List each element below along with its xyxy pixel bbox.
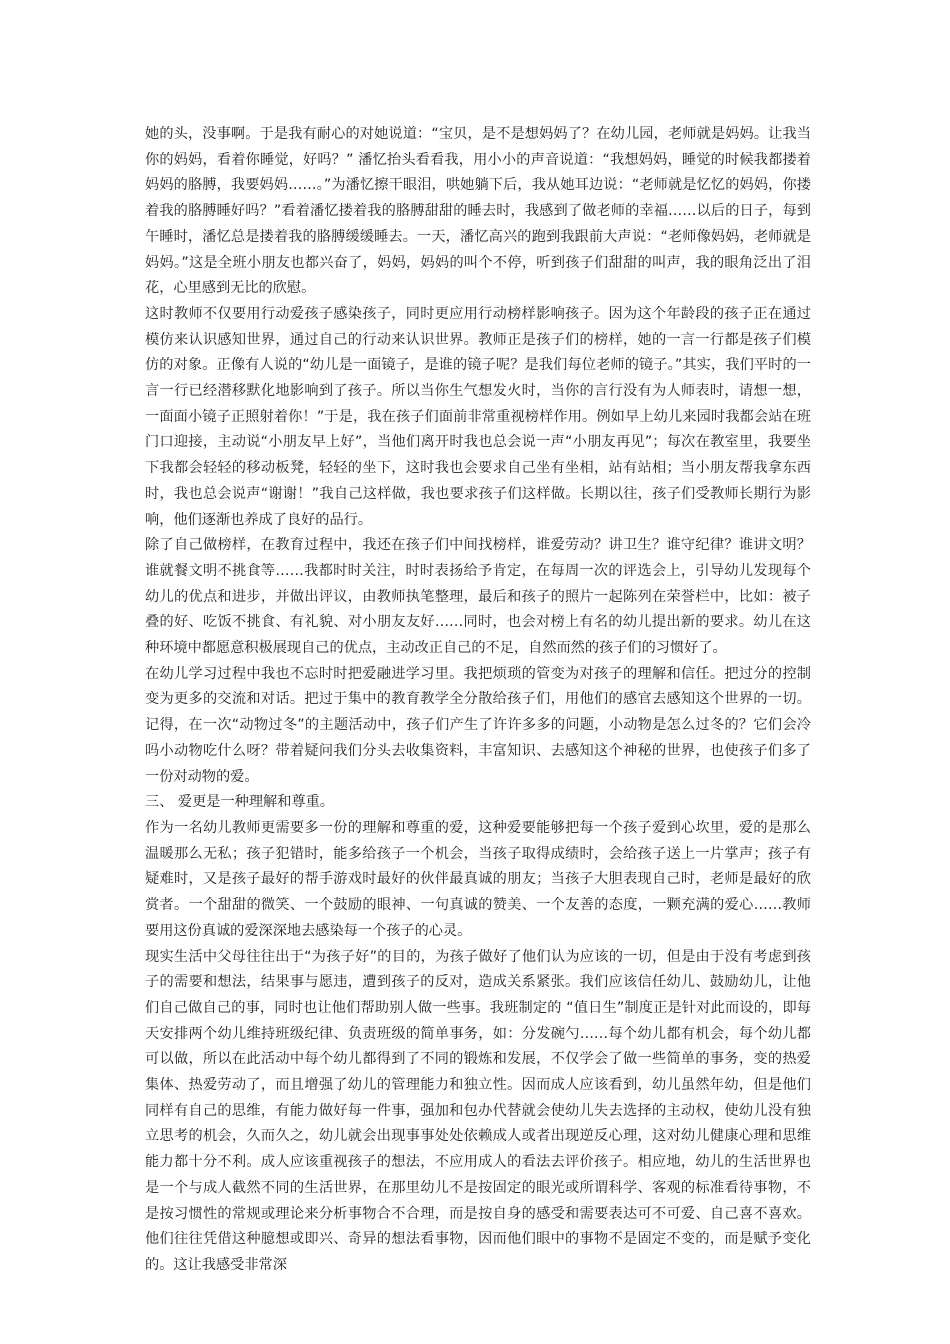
paragraph: 这时教师不仅要用行动爱孩子感染孩子，同时更应用行动榜样影响孩子。因为这个年龄段的孩子正在通过模仿来认识感知世界，通过自己的行动来认识世界。教师正是孩子们的榜样，她的一言一行都是孩子们模仿的对象。正像有人说的“幼儿是一面镜子，是谁的镜子呢？是我们每位老师的镜子。”其实，我们平时的一言一行已经潜移默化地影响到了孩子。所以当你生气想发火时，当你的言行没有为人师表时，请想一想，一面面小镜子正照射着你！”于是，我在孩子们面前非常重视榜样作用。例如早上幼儿来园时我都会站在班门口迎接，主动说“小朋友早上好”，当他们离开时我也总会说一声“小朋友再见”；每次在教室里，我要坐下我都会轻轻的移动板凳，轻轻的坐下，这时我也会要求自己坐有坐相，站有站相；当小朋友帮我拿东西时，我也总会说声“谢谢！”我自己这样做，我也要求孩子们这样做。长期以往，孩子们受教师长期行为影响，他们逐渐也养成了良好的品行。 xyxy=(145,305,811,528)
document-body xyxy=(145,122,811,1279)
section-heading: 三、 爱更是一种理解和尊重。 xyxy=(145,794,334,811)
paragraph: 除了自己做榜样，在教育过程中，我还在孩子们中间找榜样，谁爱劳动？讲卫生？谁守纪律？谁讲文明？谁就餐文明不挑食等……我都时时关注，时时表扬给予肯定，在每周一次的评选会上，引导幼儿发现每个幼儿的优点和进步，并做出评议，由教师执笔整理，最后和孩子的照片一起陈列在荣誉栏中，比如：被子叠的好、吃饭不挑食、有礼貌、对小朋友友好……同时，也会对榜上有名的幼儿提出新的要求。幼儿在这种环境中都愿意积极展现自己的优点，主动改正自己的不足，自然而然的孩子们的习惯好了。 xyxy=(145,537,811,657)
paragraph: 现实生活中父母往往出于“为孩子好”的目的，为孩子做好了他们认为应该的一切，但是由于没有考虑到孩子的需要和想法，结果事与愿违，遭到孩子的反对，造成关系紧张。我们应该信任幼儿、鼓励幼儿，让他们自己做自己的事，同时也让他们帮助别人做一些事。我班制定的 “值日生”制度正是针对此而设的，即每天安排两个幼儿维持班级纪律、负责班级的简单事务，如：分发碗勺……每个幼儿都有机会，每个幼儿都可以做，所以在此活动中每个幼儿都得到了不同的锻炼和发展，不仅学会了做一些简单的事务，变的热爱集体、热爱劳动了，而且增强了幼儿的管理能力和独立性。因而成人应该看到，幼儿虽然年幼，但是他们同样有自己的思维，有能力做好每一件事，强加和包办代替就会使幼儿失去选择的主动权，使幼儿没有独立思考的机会，久而久之，幼儿就会出现事事处处依赖成人或者出现逆反心理，这对幼儿健康心理和思维能力都十分不利。成人应该重视孩子的想法，不应用成人的看法去评价孩子。相应地，幼儿的生活世界也是一个与成人截然不同的生活世界，在那里幼儿不是按固定的眼光或所谓科学、客观的标准看待事物，不是按习惯性的常规或理论来分析事物合不合理，而是按自身的感受和需要表达可不可爱、自己喜不喜欢。他们往往凭借这种臆想或即兴、奇异的想法看事物，因而他们眼中的事物不是固定不变的，而是赋予变化的。这让我感受非常深 xyxy=(145,948,811,1273)
paragraph: 在幼儿学习过程中我也不忘时时把爱融进学习里。我把烦琐的管变为对孩子的理解和信任。把过分的控制变为更多的交流和对话。把过于集中的教育教学全分散给孩子们，用他们的感官去感知这个世界的一切。记得，在一次“动物过冬”的主题活动中，孩子们产生了许许多多的问题，小动物是怎么过冬的？它们会冷吗小动物吃什么呀？带着疑问我们分头去收集资料，丰富知识、去感知这个神秘的世界，也使孩子们多了一份对动物的爱。 xyxy=(145,665,811,785)
paragraph: 作为一名幼儿教师更需要多一份的理解和尊重的爱，这种爱要能够把每一个孩子爱到心坎里，爱的是那么温暖那么无私；孩子犯错时，能多给孩子一个机会，当孩子取得成绩时，会给孩子送上一片掌声；孩子有疑难时，又是孩子最好的帮手游戏时最好的伙伴最真诚的朋友；当孩子大胆表现自己时，老师是最好的欣赏者。一个甜甜的微笑、一个鼓励的眼神、一句真诚的赞美、一个友善的态度，一颗充满的爱心……教师要用这份真诚的爱深深地去感染每一个孩子的心灵。 xyxy=(145,819,811,939)
paragraph: 她的头，没事啊。于是我有耐心的对她说道：“宝贝，是不是想妈妈了？在幼儿园，老师就是妈妈。让我当你的妈妈，看着你睡觉，好吗？” 潘忆抬头看看我，用小小的声音说道：“我想妈妈，睡觉的时候我都搂着妈妈的胳膊，我要妈妈……。”为潘忆擦干眼泪，哄她躺下后，我从她耳边说：“老师就是忆忆的妈妈，你搂着我的胳膊睡好吗？”看着潘忆搂着我的胳膊甜甜的睡去时，我感到了做老师的幸福……以后的日子，每到午睡时，潘忆总是搂着我的胳膊缓缓睡去。一天，潘忆高兴的跑到我跟前大声说：“老师像妈妈，老师就是妈妈。”这是全班小朋友也都兴奋了，妈妈，妈妈的叫个不停，听到孩子们甜甜的叫声，我的眼角泛出了泪花，心里感到无比的欣慰。 xyxy=(145,126,811,297)
